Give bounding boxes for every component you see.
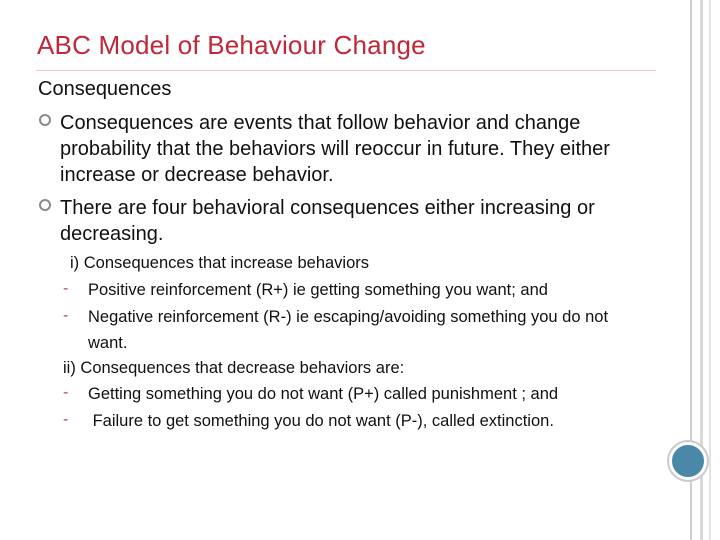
sub-item: Failure to get something you do not want (P-), called extinction. — [88, 412, 554, 430]
decorative-bar — [709, 0, 711, 540]
bullet-text: Consequences are events that follow behavior and change probability that the behaviors will reoccur in future. They either increase or decrease behavior. — [60, 112, 610, 186]
decorative-circle — [669, 442, 707, 480]
dash-marker: - — [63, 411, 69, 428]
dash-marker: - — [63, 384, 69, 401]
section-heading: Consequences — [38, 78, 172, 100]
circle-bullet-icon — [38, 198, 52, 212]
sub-item: Negative reinforcement (R-) ie escaping/avoiding something you do not want. — [88, 308, 609, 352]
dash-marker: - — [63, 280, 69, 297]
sub-item: Getting something you do not want (P+) called punishment ; and — [88, 385, 559, 403]
slide-title: ABC Model of Behaviour Change — [37, 30, 426, 60]
sub-item: Positive reinforcement (R+) ie getting something you want; and — [88, 281, 548, 299]
sub-heading: ii) Consequences that decrease behaviors are: — [63, 359, 405, 377]
title-divider — [36, 70, 656, 71]
bullet-text: There are four behavioral consequences either increasing or decreasing. — [60, 197, 595, 245]
circle-bullet-icon — [38, 113, 52, 127]
dash-marker: - — [63, 307, 69, 324]
sub-heading: i) Consequences that increase behaviors — [70, 254, 370, 272]
